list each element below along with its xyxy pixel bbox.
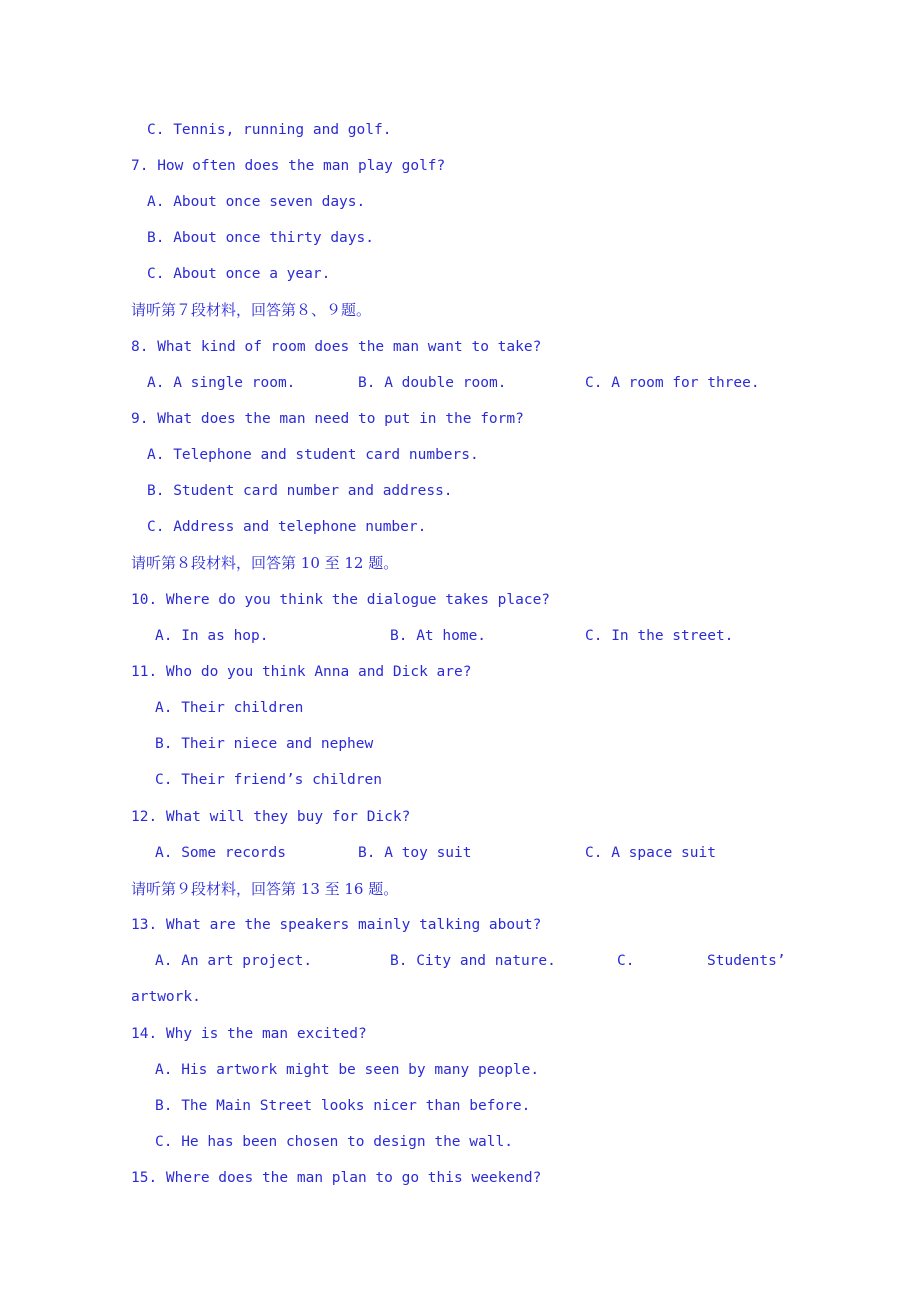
q10-option-b: B. At home. (390, 628, 487, 644)
q13-option-c-text: Students’ (707, 953, 786, 969)
q12-option-b: B. A toy suit (358, 845, 472, 861)
q7-option-c: C. About once a year. (147, 266, 331, 282)
q8-option-a: A. A single room. (147, 375, 296, 391)
q14-question: 14. Why is the man excited? (131, 1026, 367, 1042)
q6-option-c: C. Tennis, running and golf. (147, 122, 392, 138)
q15-question: 15. Where does the man plan to go this weekend? (131, 1170, 542, 1186)
q10-question: 10. Where do you think the dialogue takes place? (131, 592, 551, 608)
q7-option-a: A. About once seven days. (147, 194, 366, 210)
section-7-instruction: 请听第７段材料，回答第８、９题。 (131, 301, 372, 319)
q9-option-a: A. Telephone and student card numbers. (147, 447, 479, 463)
q12-option-c: C. A space suit (585, 845, 716, 861)
q7-question: 7. How often does the man play golf? (131, 158, 446, 174)
q8-option-c: C. A room for three. (585, 375, 760, 391)
q13-option-c-label: C. (617, 953, 635, 969)
q11-option-b: B. Their niece and nephew (155, 736, 374, 752)
q8-question: 8. What kind of room does the man want to take? (131, 339, 542, 355)
q14-option-b: B. The Main Street looks nicer than before. (155, 1098, 531, 1114)
q14-option-a: A. His artwork might be seen by many people. (155, 1062, 540, 1078)
q7-option-b: B. About once thirty days. (147, 230, 374, 246)
q13-question: 13. What are the speakers mainly talking about? (131, 917, 542, 933)
q10-option-a: A. In as hop. (155, 628, 269, 644)
q13-option-a: A. An art project. (155, 953, 313, 969)
q12-option-a: A. Some records (155, 845, 286, 861)
q14-option-c: C. He has been chosen to design the wall. (155, 1134, 513, 1150)
q13-option-c-continuation: artwork. (131, 989, 201, 1005)
q10-option-c: C. In the street. (585, 628, 734, 644)
q12-question: 12. What will they buy for Dick? (131, 809, 411, 825)
q8-option-b: B. A double room. (358, 375, 507, 391)
q11-option-a: A. Their children (155, 700, 304, 716)
section-8-instruction: 请听第８段材料，回答第 10 至 12 题。 (131, 554, 399, 572)
q9-question: 9. What does the man need to put in the form? (131, 411, 524, 427)
q13-option-b: B. City and nature. (390, 953, 556, 969)
q9-option-b: B. Student card number and address. (147, 483, 453, 499)
section-9-instruction: 请听第９段材料，回答第 13 至 16 题。 (131, 880, 399, 898)
q9-option-c: C. Address and telephone number. (147, 519, 427, 535)
q11-option-c: C. Their friend’s children (155, 772, 382, 788)
q11-question: 11. Who do you think Anna and Dick are? (131, 664, 472, 680)
